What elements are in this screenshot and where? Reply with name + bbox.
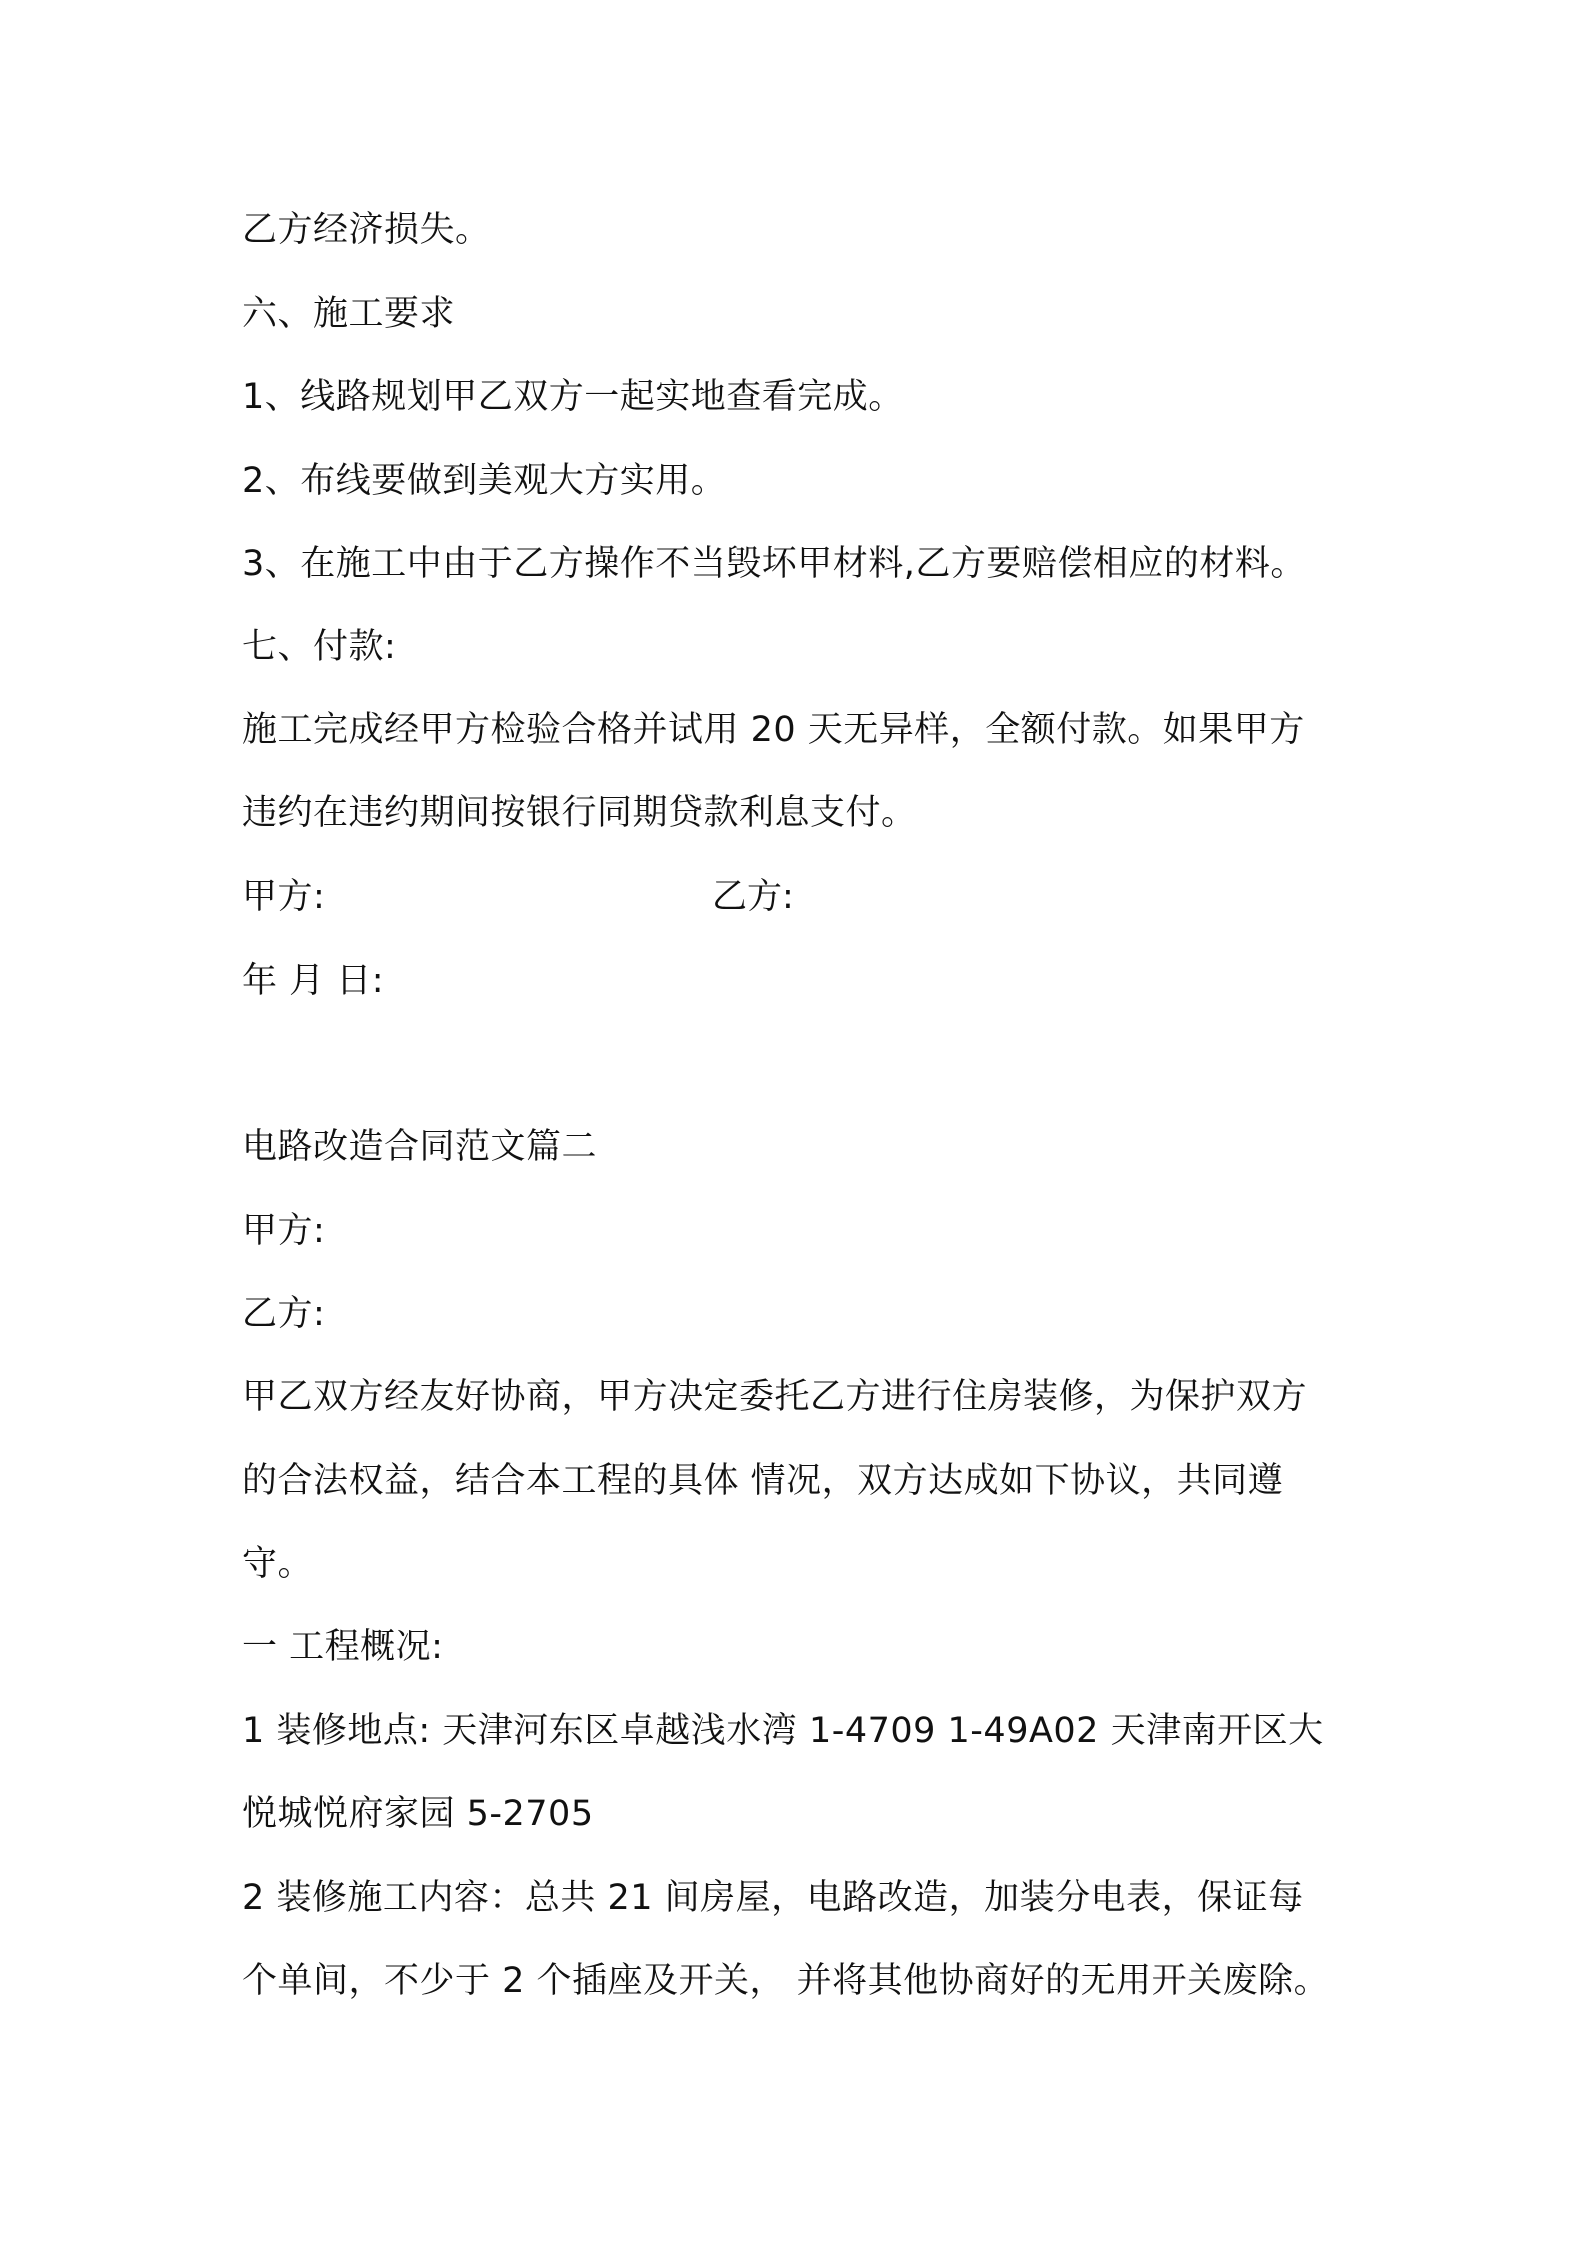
section-heading: 一 工程概况: [242,1627,444,1667]
signature-party-b: 乙方: [712,877,794,917]
list-item: 1、线路规划甲乙双方一起实地查看完成。 [242,377,904,417]
text-line: 甲乙双方经友好协商，甲方决定委托乙方进行住房装修，为保护双方 [242,1377,1308,1417]
text-line: 个单间，不少于 2 个插座及开关， 并将其他协商好的无用开关废除。 [242,1961,1330,2001]
text-line: 守。 [242,1544,314,1584]
text-line: 施工完成经甲方检验合格并试用 20 天无异样，全额付款。如果甲方 [242,710,1305,750]
section-heading: 六、施工要求 [242,294,456,334]
party-b-label: 乙方: [242,1294,326,1334]
section-heading: 七、付款: [242,627,397,667]
document-title: 电路改造合同范文篇二 [242,1127,598,1167]
signature-date: 年 月 日: [242,961,385,1001]
text-line: 乙方经济损失。 [242,210,491,250]
list-item: 3、在施工中由于乙方操作不当毁坏甲材料,乙方要赔偿相应的材料。 [242,544,1306,584]
list-item: 2 装修施工内容：总共 21 间房屋，电路改造，加装分电表，保证每 [242,1878,1304,1918]
list-item: 1 装修地点: 天津河东区卓越浅水湾 1-4709 1-49A02 天津南开区大 [242,1711,1324,1751]
text-line: 违约在违约期间按银行同期贷款利息支付。 [242,793,917,833]
party-a-label: 甲方: [242,1211,326,1251]
text-line: 悦城悦府家园 5-2705 [242,1794,594,1834]
list-item: 2、布线要做到美观大方实用。 [242,461,727,501]
signature-party-a: 甲方: [242,877,326,917]
text-line: 的合法权益，结合本工程的具体 情况，双方达成如下协议，共同遵 [242,1461,1284,1501]
